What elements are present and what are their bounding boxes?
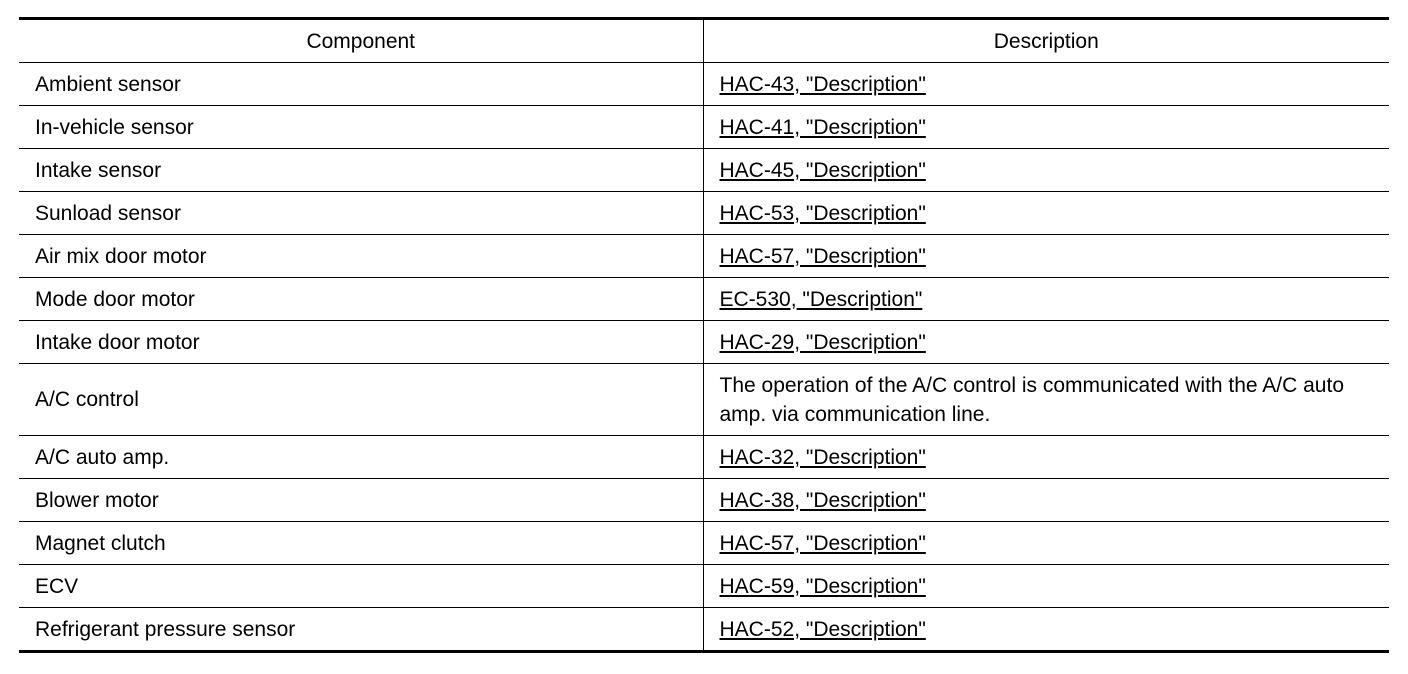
component-cell: ECV <box>19 565 703 608</box>
table-row <box>19 565 1389 608</box>
component-cell: Air mix door motor <box>19 235 703 278</box>
table-row <box>19 436 1389 479</box>
description-cell <box>703 436 1389 479</box>
table-row <box>19 522 1389 565</box>
description-cell <box>703 235 1389 278</box>
description-link[interactable]: HAC-57, "Description" <box>719 244 926 268</box>
component-cell: Ambient sensor <box>19 63 703 106</box>
table-row <box>19 364 1389 436</box>
component-cell: Mode door motor <box>19 278 703 321</box>
description-link[interactable]: HAC-29, "Description" <box>719 330 926 354</box>
description-link[interactable]: HAC-59, "Description" <box>719 574 926 598</box>
component-cell: A/C control <box>19 364 703 436</box>
column-header-description: Description <box>703 19 1389 63</box>
table-row <box>19 608 1389 652</box>
table-header-row <box>19 19 1389 63</box>
table-row <box>19 149 1389 192</box>
description-link[interactable]: HAC-52, "Description" <box>719 617 926 641</box>
component-cell: In-vehicle sensor <box>19 106 703 149</box>
description-cell <box>703 565 1389 608</box>
description-cell <box>703 479 1389 522</box>
component-description-table <box>19 17 1389 653</box>
description-cell <box>703 278 1389 321</box>
table-row <box>19 235 1389 278</box>
description-link[interactable]: HAC-53, "Description" <box>719 201 926 225</box>
description-link[interactable]: HAC-57, "Description" <box>719 531 926 555</box>
description-cell <box>703 192 1389 235</box>
column-header-component: Component <box>19 19 703 63</box>
table-row <box>19 63 1389 106</box>
description-cell <box>703 63 1389 106</box>
description-link[interactable]: EC-530, "Description" <box>719 287 923 311</box>
description-cell <box>703 522 1389 565</box>
component-cell: A/C auto amp. <box>19 436 703 479</box>
description-cell <box>703 149 1389 192</box>
table-row <box>19 192 1389 235</box>
description-link[interactable]: HAC-45, "Description" <box>719 158 926 182</box>
table-row <box>19 278 1389 321</box>
table-row <box>19 321 1389 364</box>
component-cell: Intake sensor <box>19 149 703 192</box>
description-cell <box>703 321 1389 364</box>
table-row <box>19 479 1389 522</box>
table-row <box>19 106 1389 149</box>
component-cell: Refrigerant pressure sensor <box>19 608 703 652</box>
component-cell: Intake door motor <box>19 321 703 364</box>
description-cell: The operation of the A/C control is communicated with the A/C auto amp. via communication line. <box>703 364 1389 436</box>
description-cell <box>703 106 1389 149</box>
component-cell: Magnet clutch <box>19 522 703 565</box>
component-cell: Blower motor <box>19 479 703 522</box>
component-cell: Sunload sensor <box>19 192 703 235</box>
description-link[interactable]: HAC-32, "Description" <box>719 445 926 469</box>
description-link[interactable]: HAC-41, "Description" <box>719 115 926 139</box>
description-cell <box>703 608 1389 652</box>
description-link[interactable]: HAC-43, "Description" <box>719 72 926 96</box>
description-link[interactable]: HAC-38, "Description" <box>719 488 926 512</box>
